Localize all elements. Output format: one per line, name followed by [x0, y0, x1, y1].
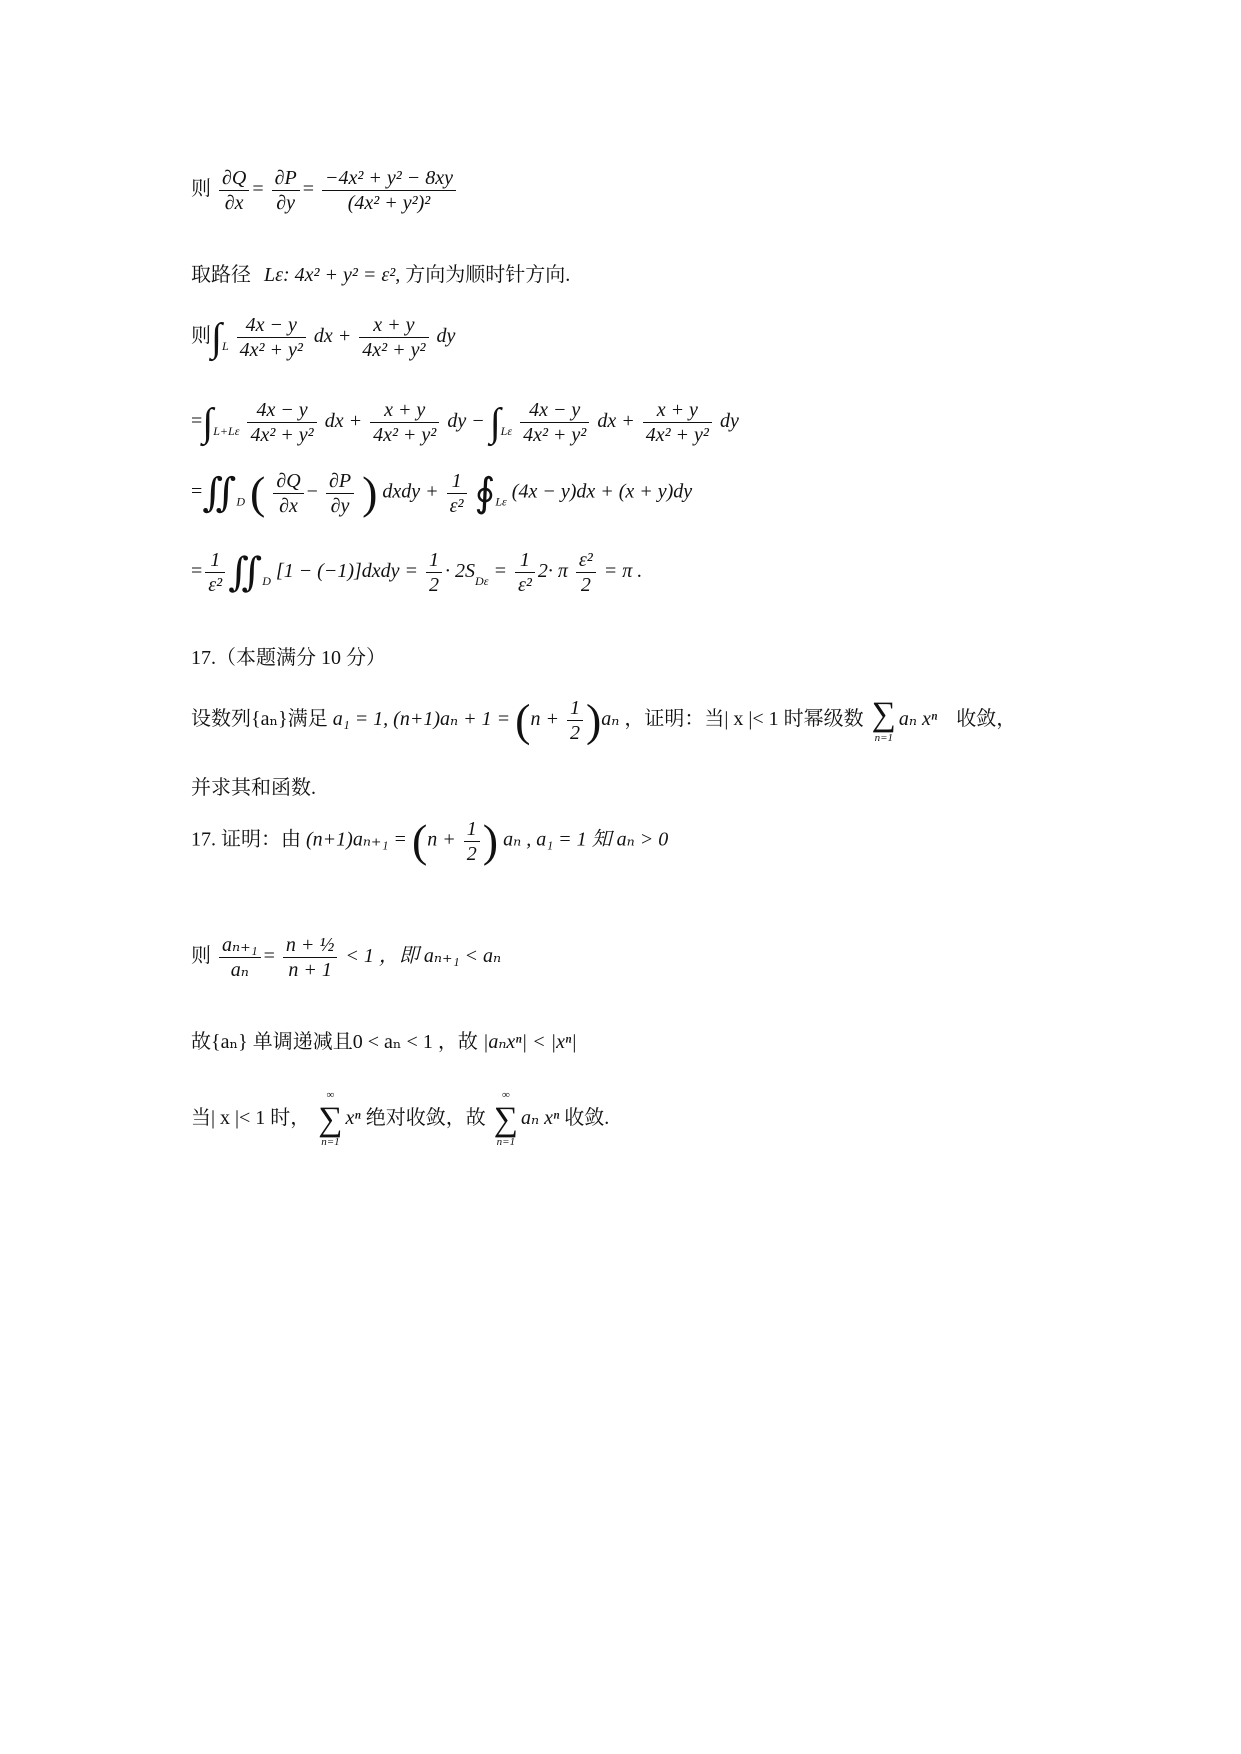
frac-dQ-dx: $\frac{\partial Q}{\partial x}$ — [219, 168, 249, 213]
eq-partial-derivatives: 则 $\frac{\partial Q}{\partial x}$ = $\frac{\partial P}{\partial y}$ = $\frac{\text{−4x² + y² − 8xy}}{\text{(4x² + y²)²}}$ — [191, 168, 459, 213]
convergence-conclusion: 当| x |< 1 时， ∞ ∑ n=1 xⁿ 绝对收敛，故 ∞ ∑ n=1 aₙ xⁿ 收敛. — [191, 1089, 610, 1149]
frac-expression: $\frac{\text{−4x² + y² − 8xy}}{\text{(4x² + y²)²}}$ — [322, 168, 456, 213]
eq-line-integral: 则$\int_L$ $\frac{4x - y}{\text{4x² + y²}}$ dx + $\frac{x + y}{\text{4x² + y²}}$ dy — [191, 314, 456, 361]
path-definition: 取路径 Lε: 4x² + y² = ε², 方向为顺时针方向. — [191, 264, 571, 286]
eq-final-result: = $\frac{1}{\text{ε²}}$ $∬_D$ [1 − (−1)]dxdy = $\frac{1}{2}$ · $2S_{D\varepsilon}$ = $\frac{1}{\text{ε²}}$ 2· π $\frac{\text{ε²}}{2}$ = π . — [191, 549, 643, 596]
question-17-continued: 并求其和函数. — [191, 777, 316, 799]
monotonic-statement: 故{aₙ} 单调递减且0 < aₙ < 1 ，故 |aₙxⁿ| < |xⁿ| — [191, 1031, 577, 1053]
integral-sign: ∫ — [211, 314, 222, 360]
solution-17-start: 17. 证明：由 (n+1)aₙ₊₁ = (n + $\frac{1}{2}$ ) aₙ , a₁ = 1 知 aₙ > 0 — [191, 815, 669, 866]
eq-split-integral: $=\int_{L+L\varepsilon}$ $\frac{4x - y}{\text{4x² + y²}}$ dx + $\frac{x + y}{\text{4x² + y²}}$ dy − $\int_{L\varepsilon}$ $\frac{4x - y}{\text{4x² + y²}}$ dx + $\frac{x + y}{\text{4x² + y²}}$ dy — [191, 399, 739, 446]
frac-dP-dy: $\frac{\partial P}{\partial y}$ — [272, 168, 300, 213]
question-17-heading: 17.（本题满分 10 分） — [191, 647, 386, 669]
ratio-inequality: 则 $\frac{\text{aₙ₊₁}}{\text{aₙ}}$ = $\frac{\text{n + ½}}{n + 1}$ < 1 ，即 aₙ₊₁ < aₙ — [191, 934, 502, 981]
sum-symbol: ∑ n=1 — [871, 696, 896, 744]
question-17-statement: 设数列{aₙ}满足 a₁ = 1, (n+1)aₙ + 1 = (n + $\frac{1}{2}$ )aₙ ，证明：当| x |< 1 时幂级数 ∑ n=1 aₙ xⁿ 收敛， — [191, 694, 1017, 746]
eq-green-formula: $=∬_D$ ( $\frac{\partial Q}{\partial x}$ − $\frac{\partial P}{\partial y}$ ) dxdy + $\frac{1}{\text{ε²}}$ $∮_{L\varepsilon}$ (4x − y)dx + (x + y)dy — [191, 467, 693, 518]
